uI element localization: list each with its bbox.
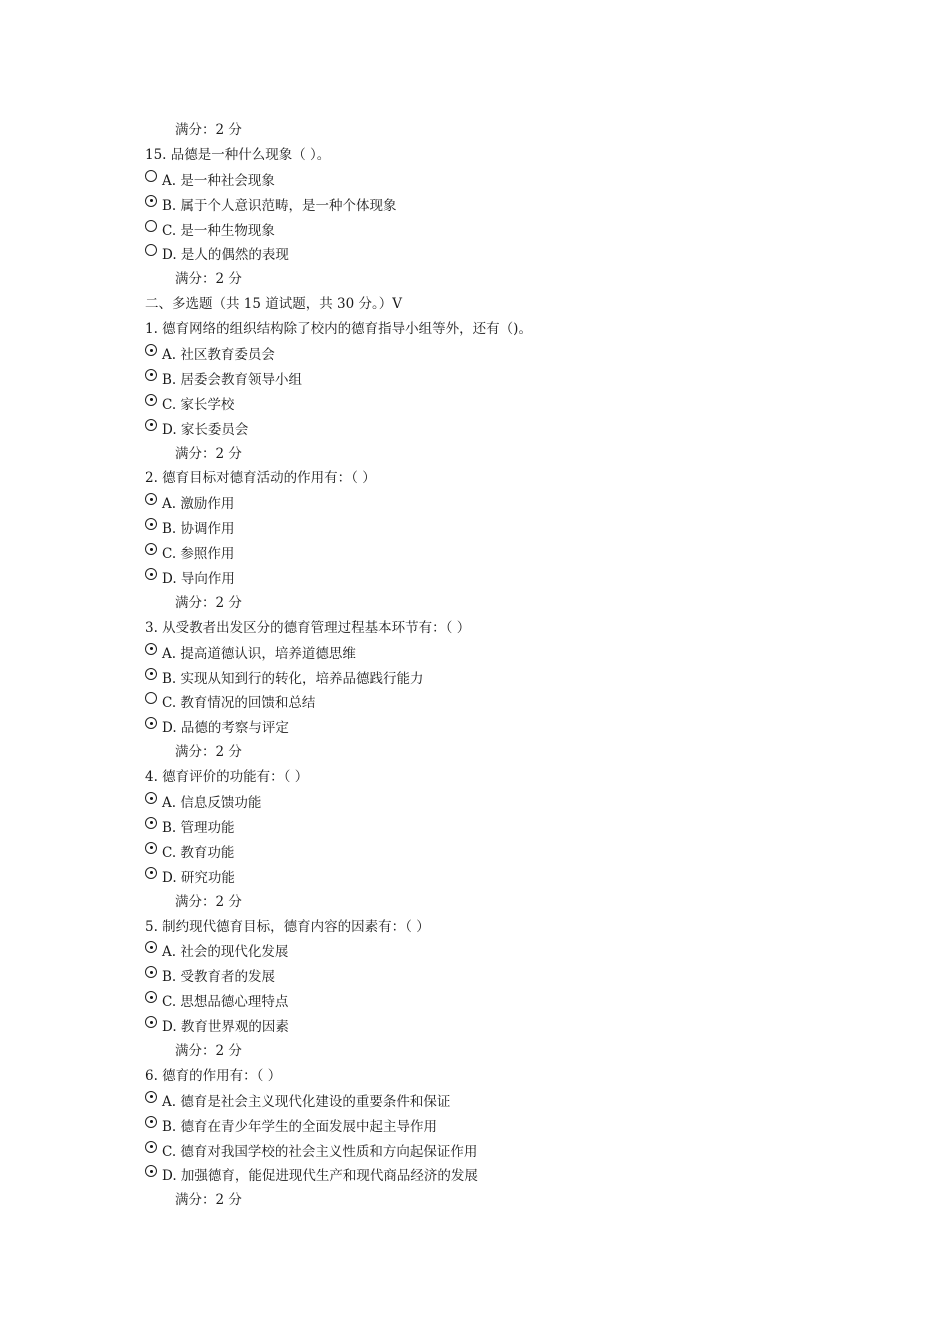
option-label: D. 教育世界观的因素 (162, 1019, 289, 1036)
radio-checked-icon[interactable] (145, 1141, 157, 1153)
radio-checked-icon[interactable] (145, 867, 157, 879)
radio-checked-icon[interactable] (145, 842, 157, 854)
answer-option[interactable] (0, 516, 950, 541)
option-label: A. 激励作用 (162, 496, 235, 513)
option-label: C. 思想品德心理特点 (162, 994, 289, 1011)
radio-checked-icon[interactable] (145, 344, 157, 356)
option-label: A. 社会的现代化发展 (162, 944, 289, 961)
full-score-label: 满分：2 分 (175, 445, 242, 462)
option-label: B. 协调作用 (162, 521, 235, 538)
radio-checked-icon[interactable] (145, 1165, 157, 1177)
radio-checked-icon[interactable] (145, 792, 157, 804)
option-label: D. 导向作用 (162, 571, 235, 588)
answer-option[interactable] (0, 541, 950, 566)
answer-option[interactable] (0, 715, 950, 740)
question-stem: 6. 德育的作用有：（ ） (145, 1067, 282, 1084)
radio-checked-icon[interactable] (145, 1116, 157, 1128)
option-label: C. 教育功能 (162, 844, 235, 861)
radio-checked-icon[interactable] (145, 394, 157, 406)
option-label: D. 家长委员会 (162, 421, 249, 438)
radio-checked-icon[interactable] (145, 1016, 157, 1028)
answer-option[interactable] (0, 939, 950, 964)
section-heading: 二、多选题（共 15 道试题，共 30 分。）V (145, 296, 403, 313)
full-score-label: 满分：2 分 (175, 1192, 242, 1209)
option-label: B. 居委会教育领导小组 (162, 371, 303, 388)
radio-checked-icon[interactable] (145, 717, 157, 729)
answer-option[interactable] (0, 218, 950, 243)
option-label: B. 属于个人意识范畴，是一种个体现象 (162, 197, 397, 214)
question-stem: 5. 制约现代德育目标，德育内容的因素有：（ ） (145, 918, 430, 935)
radio-checked-icon[interactable] (145, 568, 157, 580)
radio-checked-icon[interactable] (145, 518, 157, 530)
option-label: B. 德育在青少年学生的全面发展中起主导作用 (162, 1118, 438, 1135)
option-label: D. 加强德育，能促进现代生产和现代商品经济的发展 (162, 1168, 478, 1185)
radio-unchecked-icon[interactable] (145, 170, 157, 182)
option-label: A. 是一种社会现象 (162, 172, 275, 189)
answer-option[interactable] (0, 815, 950, 840)
question-stem: 4. 德育评价的功能有：（ ） (145, 769, 309, 786)
option-label: C. 教育情况的回馈和总结 (162, 695, 316, 712)
answer-option[interactable] (0, 1139, 950, 1164)
answer-option[interactable] (0, 342, 950, 367)
answer-option[interactable] (0, 840, 950, 865)
option-label: D. 研究功能 (162, 869, 235, 886)
radio-unchecked-icon[interactable] (145, 692, 157, 704)
option-label: A. 提高道德认识，培养道德思维 (162, 645, 356, 662)
answer-option[interactable] (0, 964, 950, 989)
radio-unchecked-icon[interactable] (145, 244, 157, 256)
option-label: B. 管理功能 (162, 819, 235, 836)
answer-option[interactable] (0, 367, 950, 392)
option-label: A. 社区教育委员会 (162, 347, 275, 364)
radio-checked-icon[interactable] (145, 369, 157, 381)
answer-option[interactable] (0, 566, 950, 591)
full-score-label: 满分：2 分 (175, 893, 242, 910)
answer-option[interactable] (0, 989, 950, 1014)
answer-option[interactable] (0, 1114, 950, 1139)
option-label: B. 实现从知到行的转化，培养品德践行能力 (162, 670, 424, 687)
full-score-label: 满分：2 分 (175, 594, 242, 611)
option-label: C. 德育对我国学校的社会主义性质和方向起保证作用 (162, 1143, 478, 1160)
answer-option[interactable] (0, 168, 950, 193)
full-score-label: 满分：2 分 (175, 122, 242, 138)
radio-checked-icon[interactable] (145, 817, 157, 829)
answer-option[interactable] (0, 865, 950, 890)
answer-option[interactable] (0, 1163, 950, 1188)
answer-option[interactable] (0, 1014, 950, 1039)
answer-option[interactable] (0, 417, 950, 442)
answer-option[interactable] (0, 1089, 950, 1114)
radio-checked-icon[interactable] (145, 668, 157, 680)
question-stem: 3. 从受教者出发区分的德育管理过程基本环节有：（ ） (145, 619, 471, 636)
radio-unchecked-icon[interactable] (145, 220, 157, 232)
radio-checked-icon[interactable] (145, 195, 157, 207)
radio-checked-icon[interactable] (145, 419, 157, 431)
radio-checked-icon[interactable] (145, 941, 157, 953)
option-label: D. 是人的偶然的表现 (162, 247, 289, 264)
exam-page (0, 118, 950, 1213)
answer-option[interactable] (0, 392, 950, 417)
option-label: A. 信息反馈功能 (162, 795, 262, 812)
answer-option[interactable] (0, 666, 950, 691)
option-label: B. 受教育者的发展 (162, 969, 276, 986)
answer-option[interactable] (0, 242, 950, 267)
radio-checked-icon[interactable] (145, 493, 157, 505)
radio-checked-icon[interactable] (145, 991, 157, 1003)
answer-option[interactable] (0, 193, 950, 218)
radio-checked-icon[interactable] (145, 1091, 157, 1103)
answer-option[interactable] (0, 690, 950, 715)
full-score-label: 满分：2 分 (175, 1042, 242, 1059)
full-score-label: 满分：2 分 (175, 744, 242, 761)
option-label: C. 参照作用 (162, 546, 235, 563)
option-label: D. 品德的考察与评定 (162, 720, 289, 737)
full-score-label: 满分：2 分 (175, 271, 242, 288)
option-label: C. 是一种生物现象 (162, 222, 275, 239)
option-label: A. 德育是社会主义现代化建设的重要条件和保证 (162, 1093, 451, 1110)
radio-checked-icon[interactable] (145, 543, 157, 555)
question-stem: 1. 德育网络的组织结构除了校内的德育指导小组等外，还有（)。 (145, 321, 532, 338)
radio-checked-icon[interactable] (145, 966, 157, 978)
question-stem: 2. 德育目标对德育活动的作用有：（ ） (145, 470, 376, 487)
radio-checked-icon[interactable] (145, 643, 157, 655)
option-label: C. 家长学校 (162, 396, 235, 413)
question-stem: 15. 品德是一种什么现象（ ）。 (145, 146, 331, 163)
answer-option[interactable] (0, 641, 950, 666)
answer-option[interactable] (0, 790, 950, 815)
answer-option[interactable] (0, 491, 950, 516)
